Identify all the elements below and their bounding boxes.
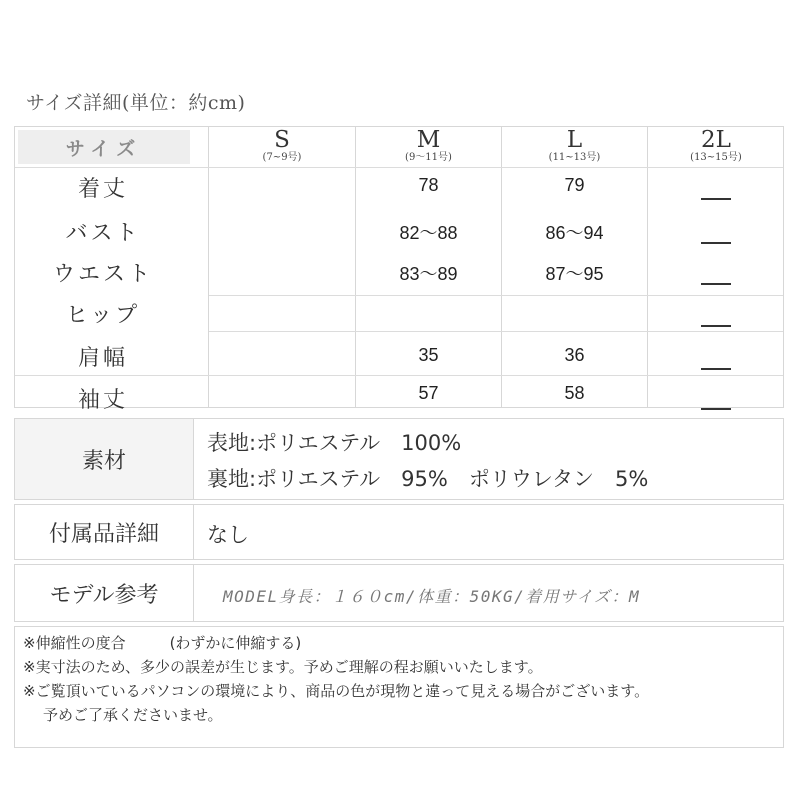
dash-mark <box>701 242 731 244</box>
note-stretch <box>23 631 783 655</box>
size-name: L <box>566 127 583 153</box>
size-range: (9～11号) <box>405 152 452 163</box>
dash-mark <box>701 408 731 410</box>
accessories-box <box>14 504 784 560</box>
stretch-value: (わずかに伸縮する) <box>169 634 302 652</box>
cell-m: 57 <box>418 383 439 403</box>
material-label: 素材 <box>15 419 194 499</box>
cell-l: 36 <box>564 345 585 365</box>
cell-2l <box>648 184 784 205</box>
note-measurement: ※実寸法のため、多少の誤差が生じます。予めご理解の程お願いいたします。 <box>23 658 543 676</box>
size-header-label: サイズ <box>65 137 143 160</box>
row-divider <box>209 331 783 332</box>
accessories-label: 付属品詳細 <box>15 505 194 559</box>
cell-2l <box>648 269 784 290</box>
row-label-shoulder: 肩幅 <box>77 346 128 371</box>
cell-l: 87〜95 <box>545 264 604 284</box>
dash-mark <box>701 283 731 285</box>
model-label: モデル参考 <box>15 565 194 621</box>
size-column-s <box>209 127 355 167</box>
material-box <box>14 418 784 500</box>
material-outer: 表地:ポリエステル 100% <box>207 431 462 455</box>
cell-2l <box>648 354 784 375</box>
dash-mark <box>701 198 731 200</box>
cell-2l <box>648 228 784 249</box>
size-name: S <box>274 127 290 153</box>
size-range: (7~9号) <box>262 152 302 163</box>
page-title: サイズ詳細(単位：約cm) <box>26 92 246 114</box>
material-lining: 裏地:ポリエステル 95% ポリウレタン 5% <box>207 467 649 491</box>
notes-box <box>14 626 784 748</box>
row-label-bust: バスト <box>65 221 141 246</box>
row-label-hip: ヒップ <box>65 303 141 328</box>
cell-m: 35 <box>418 345 439 365</box>
size-header-cell <box>18 130 190 164</box>
stretch-label: ※伸縮性の度合 <box>23 634 126 652</box>
size-range: (11~13号) <box>548 152 601 163</box>
note-color: ※ご覧頂いているパソコンの環境により、商品の色が現物と違って見える場合がございます。 <box>23 682 650 700</box>
cell-m: 82〜88 <box>399 223 458 243</box>
cell-m: 78 <box>418 175 439 195</box>
cell-m: 83〜89 <box>399 264 458 284</box>
column-divider <box>208 127 209 407</box>
cell-2l <box>648 311 784 332</box>
row-divider <box>15 375 783 376</box>
accessories-value: なし <box>207 523 249 547</box>
dash-mark <box>701 325 731 327</box>
size-table <box>14 126 784 413</box>
cell-l: 86〜94 <box>545 223 604 243</box>
header-divider <box>15 167 783 168</box>
cell-l: 58 <box>564 383 585 403</box>
size-name: M <box>416 127 441 153</box>
row-label-sleeve: 袖丈 <box>77 388 128 413</box>
size-range: (13~15号) <box>690 152 742 163</box>
model-value: MODEL身長：１６０cm/体重：50KG/着用サイズ：M <box>223 587 641 606</box>
cell-2l <box>648 394 784 415</box>
model-box <box>14 564 784 622</box>
size-name: 2L <box>701 127 731 153</box>
note-acknowledge: 予めご了承くださいませ。 <box>43 706 223 724</box>
size-column-2l <box>648 127 784 167</box>
size-column-l <box>502 127 647 167</box>
row-divider <box>209 295 783 296</box>
row-label-length: 着丈 <box>77 177 128 202</box>
cell-l: 79 <box>564 175 585 195</box>
size-column-m <box>356 127 501 167</box>
row-label-waist: ウエスト <box>52 262 153 287</box>
dash-mark <box>701 368 731 370</box>
